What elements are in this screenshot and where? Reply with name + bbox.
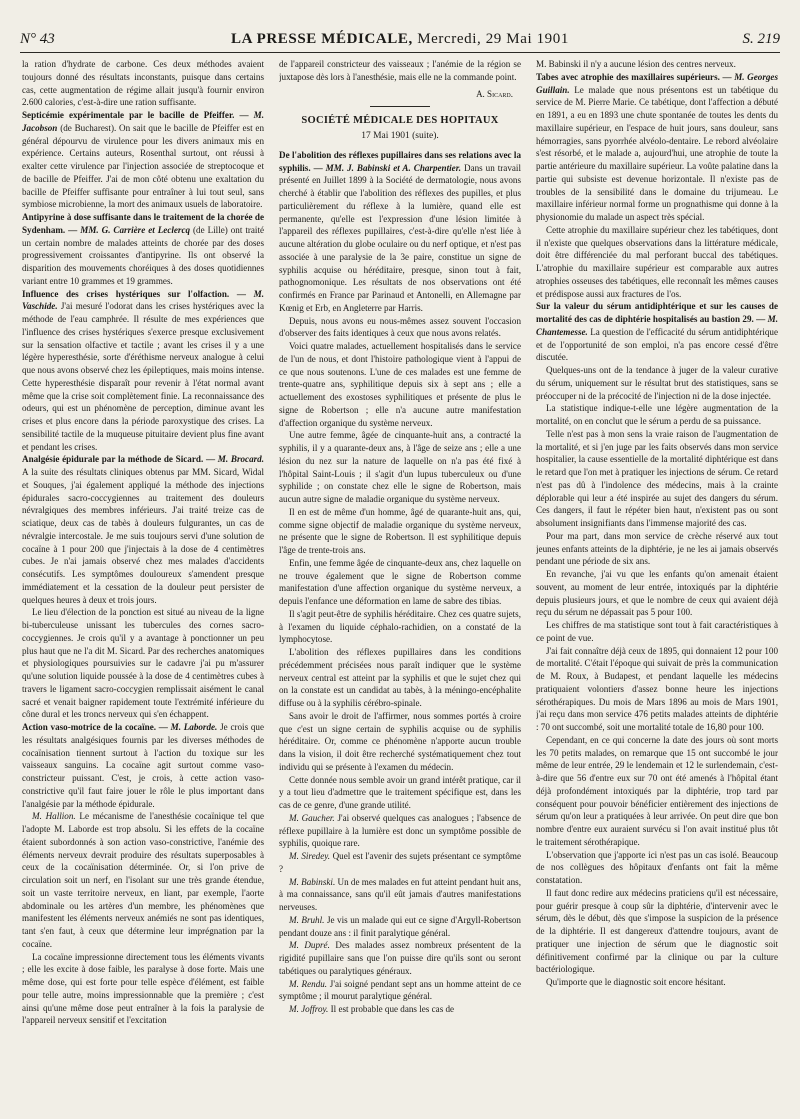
heading-text: Sur la valeur du sérum antidiphtérique et sur les causes de mortalité des cas de diphtérie hospitalisés au bastion 29. — <box>536 301 778 324</box>
heading-text: Analgésie épidurale par la méthode de Sicard. — <box>22 454 216 465</box>
section-divider <box>370 106 430 107</box>
author-name: MM. J. Babinski et A. Charpentier. <box>325 162 462 173</box>
author-name: M. Bruhl. <box>289 914 325 925</box>
section-heading <box>536 300 778 364</box>
paragraph: A la suite des résultats cliniques obtenus par MM. Sicard, Widal et Souques, j'ai également appliqué la méthode des injections épidurales sacro-coccygiennes au traitement des douleurs névralgiques des membres inférieurs. J'ai traité treize cas de sciatique, deux cas de tabès à douleurs fulgurantes, un cas de névralgie intercostale. Je me suis toujours servi d'une solution de cocaïne à 1 pour 200 que j'injectais à la dose de 4 centimètres cubes. Je n'ai jamais observé chez mes malades d'accidents consécutifs. Les symptômes douloureux s'amendent presque immédiatement et la cessation de la douleur peut persister de quelques heures à deux et trois jours. <box>22 467 264 605</box>
paragraph: Cette donnée nous semble avoir un grand intérêt pratique, car il y a tout lieu d'admettre que le traitement spécifique est, dans les cas de ce genre, d'une grande utilité. <box>279 774 521 810</box>
paragraph: Le malade que nous présentons est un tabétique du service de M. Pierre Marie. Ce tabétique, dont l'affection a débuté en 1891, a eu en 1893 une chute spontanée de toutes les dents du maxillaire supérieur, en l'espace de huit jours, sans douleur, sans hémorragies, sans pyorrhée alvéolo-dentaire. Le rebord alvéolaire s'est résorbé, et le malade a, aujourd'hui, une atrophie de toute la partie antérieure du maxillaire supérieur. La voûte palatine dans la partie qui subsiste est devenue horizontale. Il n'existe pas de troubles de la sensibilité dans le domaine du trijumeau. Le maxillaire inférieur normal forme un prognathisme qui donne à la physionomie du malade un aspect très spécial. <box>536 84 778 222</box>
discussion-item <box>279 939 521 977</box>
author-name: M. Rendu. <box>289 978 328 989</box>
discussion-item <box>279 850 521 876</box>
paragraph-text: Quel est l'avenir des sujets présentant ce symptôme ? <box>279 851 521 874</box>
paragraph-text: J'ai soigné pendant sept ans un homme atteint de ce symptôme ; il mourut paralytique général. <box>279 978 521 1002</box>
section-heading <box>536 71 778 224</box>
paragraph: En revanche, j'ai vu que les enfants qu'on amenait étaient souvent, au moment de leur entrée, intoxiqués par la diphtérie depuis plusieurs jours, et que le nombre de ceux qui avaient déjà reçu du sérum ne dépassait pas 5 pour 100. <box>536 569 778 618</box>
paragraph: J'ai fait connaître déjà ceux de 1895, qui donnaient 12 pour 100 de mortalité. C'était l'époque qui suivait de près la communication de M. Roux, à Budapest, et pendant laquelle les médecins pratiquaient volontiers d'assez bonne heure les injections sérothérapiques. Du mois de Mars 1896 au mois de Mars 1901, j'ai reçu dans mon service 476 petits malades atteints de diphtérie : 70 ont succombé, soit une mortalité totale de 16,80 pour 100. <box>536 645 778 732</box>
paragraph: Pour ma part, dans mon service de crèche réservé aux tout jeunes enfants atteints de la diphtérie, je ne les ai jamais observés pendant une période de six ans. <box>536 530 778 567</box>
heading-text: Action vaso-motrice de la cocaïne. — <box>22 722 168 732</box>
author-name: M. Chantemesse. <box>536 314 778 337</box>
discussion-item <box>279 1003 521 1016</box>
section-heading <box>279 149 521 315</box>
issue-date: Mercredi, 29 Mai 1901 <box>417 31 569 47</box>
author-name: M. Gaucher. <box>289 812 335 823</box>
section-heading <box>22 721 264 810</box>
paragraph-text: Je vis un malade qui eut ce signe d'Argyll-Robertson pendant douze ans : il finit paralytique général. <box>279 914 521 938</box>
society-title: SOCIÉTÉ MÉDICALE DES HOPITAUX <box>301 115 499 127</box>
text-columns <box>22 58 778 1111</box>
paragraph: Les chiffres de ma statistique sont tout à fait caractéristiques à ce point de vue. <box>536 620 778 643</box>
paragraph: Cette atrophie du maxillaire supérieur chez les tabétiques, dont il n'existe que quelques observations dans la littérature médicale, doit être différenciée du mal perforant buccal des tabétiques. L'atrophie du maxillaire supérieur est comparable aux autres atrophies osseuses des tabétiques, elle reconnaît les mêmes causes et prédispose aussi aux fractures de l'os. <box>536 224 778 299</box>
paragraph: Depuis, nous avons eu nous-mêmes assez souvent l'occasion d'observer des faits identiques à ceux que nous avons relatés. <box>279 315 521 339</box>
journal-title: LA PRESSE MÉDICALE, <box>231 31 413 47</box>
journal-masthead <box>110 31 690 48</box>
paragraph: Cependant, en ce qui concerne la date des jours où sont morts les 70 petits malades, on remarque que 15 ont succombé le jour même de leur entrée, 29 le lendemain et 12 le surlendemain, c'est-à-dire que 56 d'entre eux sur 70 ont été amenés à l'hôpital étant déjà profondément intoxiqués par la diphtérie, trop tard par conséquent pour pouvoir bénéficier entièrement des injections de sérum qu'on leur a pratiquées à leur arrivée. On peut dire que bon nombre d'entre eux auraient survécu si l'on avait institué plus tôt le traitement sérothérapique. <box>536 734 778 847</box>
paragraph: de l'appareil constricteur des vaisseaux ; l'anémie de la région se juxtapose dès lors à l'anesthésie, mais elle ne la commande point. <box>279 59 521 82</box>
column-3 <box>536 58 778 1111</box>
author-name: MM. G. Carrière et Leclercq <box>80 224 191 235</box>
discussion-item <box>279 978 521 1004</box>
column-2 <box>279 58 521 1111</box>
author-name: M. Siredey. <box>289 851 331 861</box>
paragraph: Je crois que les résultats analgésiques fournis par les diverses méthodes de cocaïnisation tiennent surtout à l'action du toxique sur les vaisseaux sanguins. La cocaïne agit surtout comme vaso-constricteur puissant. C'est, je crois, à cette action vaso-constrictive qu'il faut faire jouer le rôle le plus important dans l'analgésie par la méthode épidurale. <box>22 722 264 809</box>
paragraph: (de Bucharest). On sait que le bacille de Pfeiffer est en général dépourvu de virulence pour les divers animaux mis en expérience. Certains auteurs, Rosenthal surtout, ont réussi à exalter cette virulence par l'injection associée de streptocoque et de bacille de Pfeiffer. J'ai de mon côté obtenu une exaltation du bacille de Pfeiffer suffisante pour entraîner à lui tout seul, sans symbiose microbienne, la mort des animaux usuels de laboratoire. <box>22 122 264 210</box>
paragraph: La question de l'efficacité du sérum antidiphtérique et de l'opportunité de son emploi, n'a pas encore cessé d'être discutée. <box>536 326 778 363</box>
section-heading <box>22 288 264 454</box>
session-date: 17 Mai 1901 (suite). <box>361 131 439 141</box>
heading-text: Influence des crises hystériques sur l'olfaction. — <box>22 288 246 299</box>
author-name: M. Laborde. <box>170 722 218 732</box>
paragraph <box>22 810 264 950</box>
paragraph: La cocaïne impressionne directement tous les éléments vivants ; elle les excite à dose faible, les paralyse à dose forte. Mais une même dose, qui est forte pour telle espèce d'élément, est faible pour telle autre, moins impressionnable que la première ; c'est ainsi qu'une même dose peut entraîner à la fois la paralysie de l'appareil nerveux sensitif et l'excitation <box>22 951 264 1026</box>
paragraph: J'ai mesuré l'odorat dans les crises hystériques avec la méthode de l'eau camphrée. Il résulte de mes expériences que l'influence des crises hystériques s'exerce presque exclusivement sur la sensation olfactive et tactile ; avant les crises il y a une légère hyperesthésie, sorte d'éréthisme nerveux analogue à celui que nous avons observé chez les épileptiques, mais moins intense. Cette hyperesthésie disparaît pour revenir à l'état normal avant même que la crise soit complètement finie. La reconnaissance des odeurs, qui est un phénomène de perception, diminue avant les crises et plus encore dans la période paroxystique des crises. La sensibilité tactile de la muqueuse pituitaire devient plus fine avant et pendant les crises. <box>22 301 264 452</box>
discussion-item <box>279 914 521 940</box>
paragraph: Telle n'est pas à mon sens la vraie raison de l'augmentation de la mortalité, et si j'en juge par les faits observés dans mon service hospitalier, la cause essentielle de la mortalité diphtérique est dans le retard que l'on met à pratiquer les injections de sérum. Ce retard n'est pas dû à l'indolence des médecins, mais à la crainte déplorable qui leur a été inspirée au sujet des dangers du sérum. Ces dangers, il faut le répéter bien haut, n'existent pas ou sont absolument insignifiants dans l'immense majorité des cas. <box>536 428 778 528</box>
paragraph: Il s'agit peut-être de syphilis héréditaire. Chez ces quatre sujets, à l'examen du liquide céphalo-rachidien, on a constaté de la lymphocytose. <box>279 608 521 645</box>
author-name: M. Joffroy. <box>289 1004 329 1014</box>
paragraph: Voici quatre malades, actuellement hospitalisés dans le service de l'un de nous, et dont l'histoire pathologique vient à l'appui de ce que nous soutenons. L'une de ces malades est une femme de trente-quatre ans, syphilitique depuis six à sept ans ; elle a actuellement des exostoses syphilitiques et présente de plus le signe de Robertson ; elle n'a aucune autre manifestation d'affection organique du système nerveux. <box>279 341 521 428</box>
author-name: M. Georges Guillain. <box>536 71 778 95</box>
paragraph: la ration d'hydrate de carbone. Ces deux méthodes avaient toujours donné des résultats inconstants, puisque dans certains cas, cette augmentation de régime allait jusqu'à fournir environ 2.600 calories, c'est-à-dire une ration suffisante. <box>22 59 264 108</box>
paragraph: Enfin, une femme âgée de cinquante-deux ans, chez laquelle on ne trouve également que le signe de Robertson comme manifestation d'une affection organique du système nerveux, a depuis l'enfance une déformation en lame de sabre des tibias. <box>279 557 521 606</box>
author-signature: A. Sicard. <box>476 88 513 99</box>
issue-number: N° 43 <box>20 31 55 47</box>
paragraph-text: Des malades assez nombreux présentent de la rigidité pupillaire sans que l'on puisse dire qu'ils sont ou seront tabétiques ou paralytiques généraux. <box>279 940 521 976</box>
author-name: M. Hallion. <box>32 811 76 822</box>
discussion-item <box>279 812 521 850</box>
paragraph-text: Il est probable que dans les cas de <box>330 1004 455 1014</box>
heading-text: De l'abolition des réflexes pupillaires dans ses relations avec la syphilis. — <box>279 149 521 173</box>
page-header <box>20 22 780 53</box>
author-name: M. Vaschide. <box>22 288 264 312</box>
author-name: M. Babinski. <box>289 876 336 887</box>
paragraph: Qu'importe que le diagnostic soit encore hésitant. <box>546 977 726 987</box>
heading-text: Septicémie expérimentale par le bacille de Pfeiffer. — <box>22 110 249 120</box>
heading-text: Tabes avec atrophie des maxillaires supérieurs. — <box>536 71 732 82</box>
page-number: S. 219 <box>742 31 780 47</box>
paragraph: Dans un travail présenté en Juillet 1899 à la Société de dermatologie, nous avons cherché à établir que l'abolition des réflexes des pupilles, et plus particulièrement du réflexe à la lumière, quand elle est permanente, qu'elle est l'expression d'une lésion limitée à l'appareil des réflexes pupillaires, c'est-à-dire qu'elle n'est liée à aucune altération du globe oculaire ou du nerf optique, et n'est pas associée à une paralysie de la 3e paire, constitue un signe de syphilis acquise ou héréditaire, presque, sinon tout à fait, pathognomonique. Les résultats de nos observations ont été confirmés en France par Parinaud et Antonelli, en Allemagne par Kœnig et Erb, en Angleterre par Harris. <box>279 162 521 313</box>
paragraph: L'observation que j'apporte ici n'est pas un cas isolé. Beaucoup de nos collègues des hôpitaux d'enfants ont fait la même constatation. <box>536 849 778 885</box>
paragraph: Il en est de même d'un homme, âgé de quarante-huit ans, qui, comme signe objectif de maladie organique du système nerveux, ne présente que le signe de Robertson. Il est syphilitique depuis l'âge de trente-trois ans. <box>279 506 521 555</box>
paragraph: La statistique indique-t-elle une légère augmentation de la mortalité, on en conclut que le sérum a perdu de sa puissance. <box>536 403 778 426</box>
section-heading <box>22 211 264 288</box>
paragraph-text: Le mécanisme de l'anesthésie cocaïnique tel que l'adopte M. Laborde est trop absolu. Si les effets de la cocaïne étaient subordonnés à son action vaso-constrictive, l'anémie des éléments nerveux devrait produire des résultats superposables à ceux de la cocaïnisation déterminée. Or, si l'on prive de circulation soit un nerf, en l'isolant sur une très grande étendue, soit un vaste territoire nerveux, en liant, par exemple, l'aorte abdominale ou les artères d'un membre, les phénomènes que manifestent les éléments nerveux anémiés ne sont pas identiques, tant s'en faut, à ceux que détermine leur imprégnation par la cocaïne. <box>22 811 264 949</box>
paragraph: Sans avoir le droit de l'affirmer, nous sommes portés à croire que c'est un signe certain de syphilis acquise ou de syphilis héréditaire. Or, comme ce phénomène n'apporte aucun trouble dans la vision, il doit être recherché systématiquement chez tout individu qui se présente à l'examen du médecin. <box>279 710 521 772</box>
paragraph: Une autre femme, âgée de cinquante-huit ans, a contracté la syphilis, il y a quarante-deux ans, à l'âge de seize ans ; elle a une lésion du nez sur la nature de laquelle on n'a pas été fixé à l'hôpital Saint-Louis ; il s'agit d'un lupus tuberculeux ou d'une syphilide ; on constate chez elle le signe de Robertson, mais aucun autre signe de maladie organique du système nerveux. <box>279 430 521 504</box>
paragraph: Le lieu d'élection de la ponction est situé au niveau de la ligne bi-tuberculeuse unissant les tubercules des cornes sacro-coccygiennes. Je crois qu'il y a avantage à ponctionner un peu plus haut que ne l'a dit M. Sicard. Par des recherches anatomiques et physiologiques poursuivies sur le cadavre j'ai pu m'assurer qu'une solution liquide poussée à la dose de 4 centimètres cubes à travers le ligament sacro-coccygien remplissait aisément le canal sacré et venait baigner rapidement toute l'extrémité inférieure du cône dural et les troncs nerveux qui s'en échappent. <box>22 607 264 720</box>
paragraph-text: Un de mes malades en fut atteint pendant huit ans, à ma connaissance, sans qu'il eût jamais d'autres manifestations nerveuses. <box>279 876 521 912</box>
author-name: M. Jacobson <box>22 110 264 133</box>
heading-text: Antipyrine à dose suffisante dans le traitement de la chorée de Sydenham. — <box>22 212 264 235</box>
section-heading <box>22 453 264 606</box>
author-name: M. Dupré. <box>289 940 330 951</box>
discussion-item <box>279 876 521 914</box>
paragraph: Quelques-uns ont de la tendance à juger de la valeur curative du sérum, uniquement sur le résultat brut des statistiques, sans se préoccuper ni de la précocité de l'injection ni de la dose injectée. <box>536 365 778 401</box>
paragraph: (de Lille) ont traité un certain nombre de malades atteints de chorée par des doses progressivement croissantes d'antipyrine. Ils ont observé la disparition des mouvements choréiques à des doses quotidiennes variant entre 10 grammes et 19 grammes. <box>22 224 264 286</box>
paragraph: Il faut donc redire aux médecins praticiens qu'il est nécessaire, pour guérir presque à coup sûr la diphtérie, d'intervenir avec le sérum, dès le début, dès que s'impose la suspicion de la présence de la diphtérie. Il est dangereux d'attendre toujours, avant de pratiquer une injection de sérum que le diagnostic soit définitivement confirmé par la clinique ou par la culture bactériologique. <box>536 887 778 975</box>
section-heading <box>22 109 264 211</box>
paragraph: M. Babinski il n'y a aucune lésion des centres nerveux. <box>536 59 736 69</box>
author-name: M. Brocard. <box>217 454 264 465</box>
paragraph-text: J'ai observé quelques cas analogues ; l'absence de réflexe pupillaire à la lumière est donc un symptôme possible de syphilis, quoique rare. <box>279 812 521 849</box>
paragraph: L'abolition des réflexes pupillaires dans les conditions précédemment précisées nous paraît indiquer que le système nerveux central est atteint par la syphilis et que le sujet chez qui on la constate est un candidat au tabès, à la méningo-encéphalite diffuse ou à la syphilis cérébro-spinale. <box>279 647 521 708</box>
column-1 <box>22 58 264 1111</box>
